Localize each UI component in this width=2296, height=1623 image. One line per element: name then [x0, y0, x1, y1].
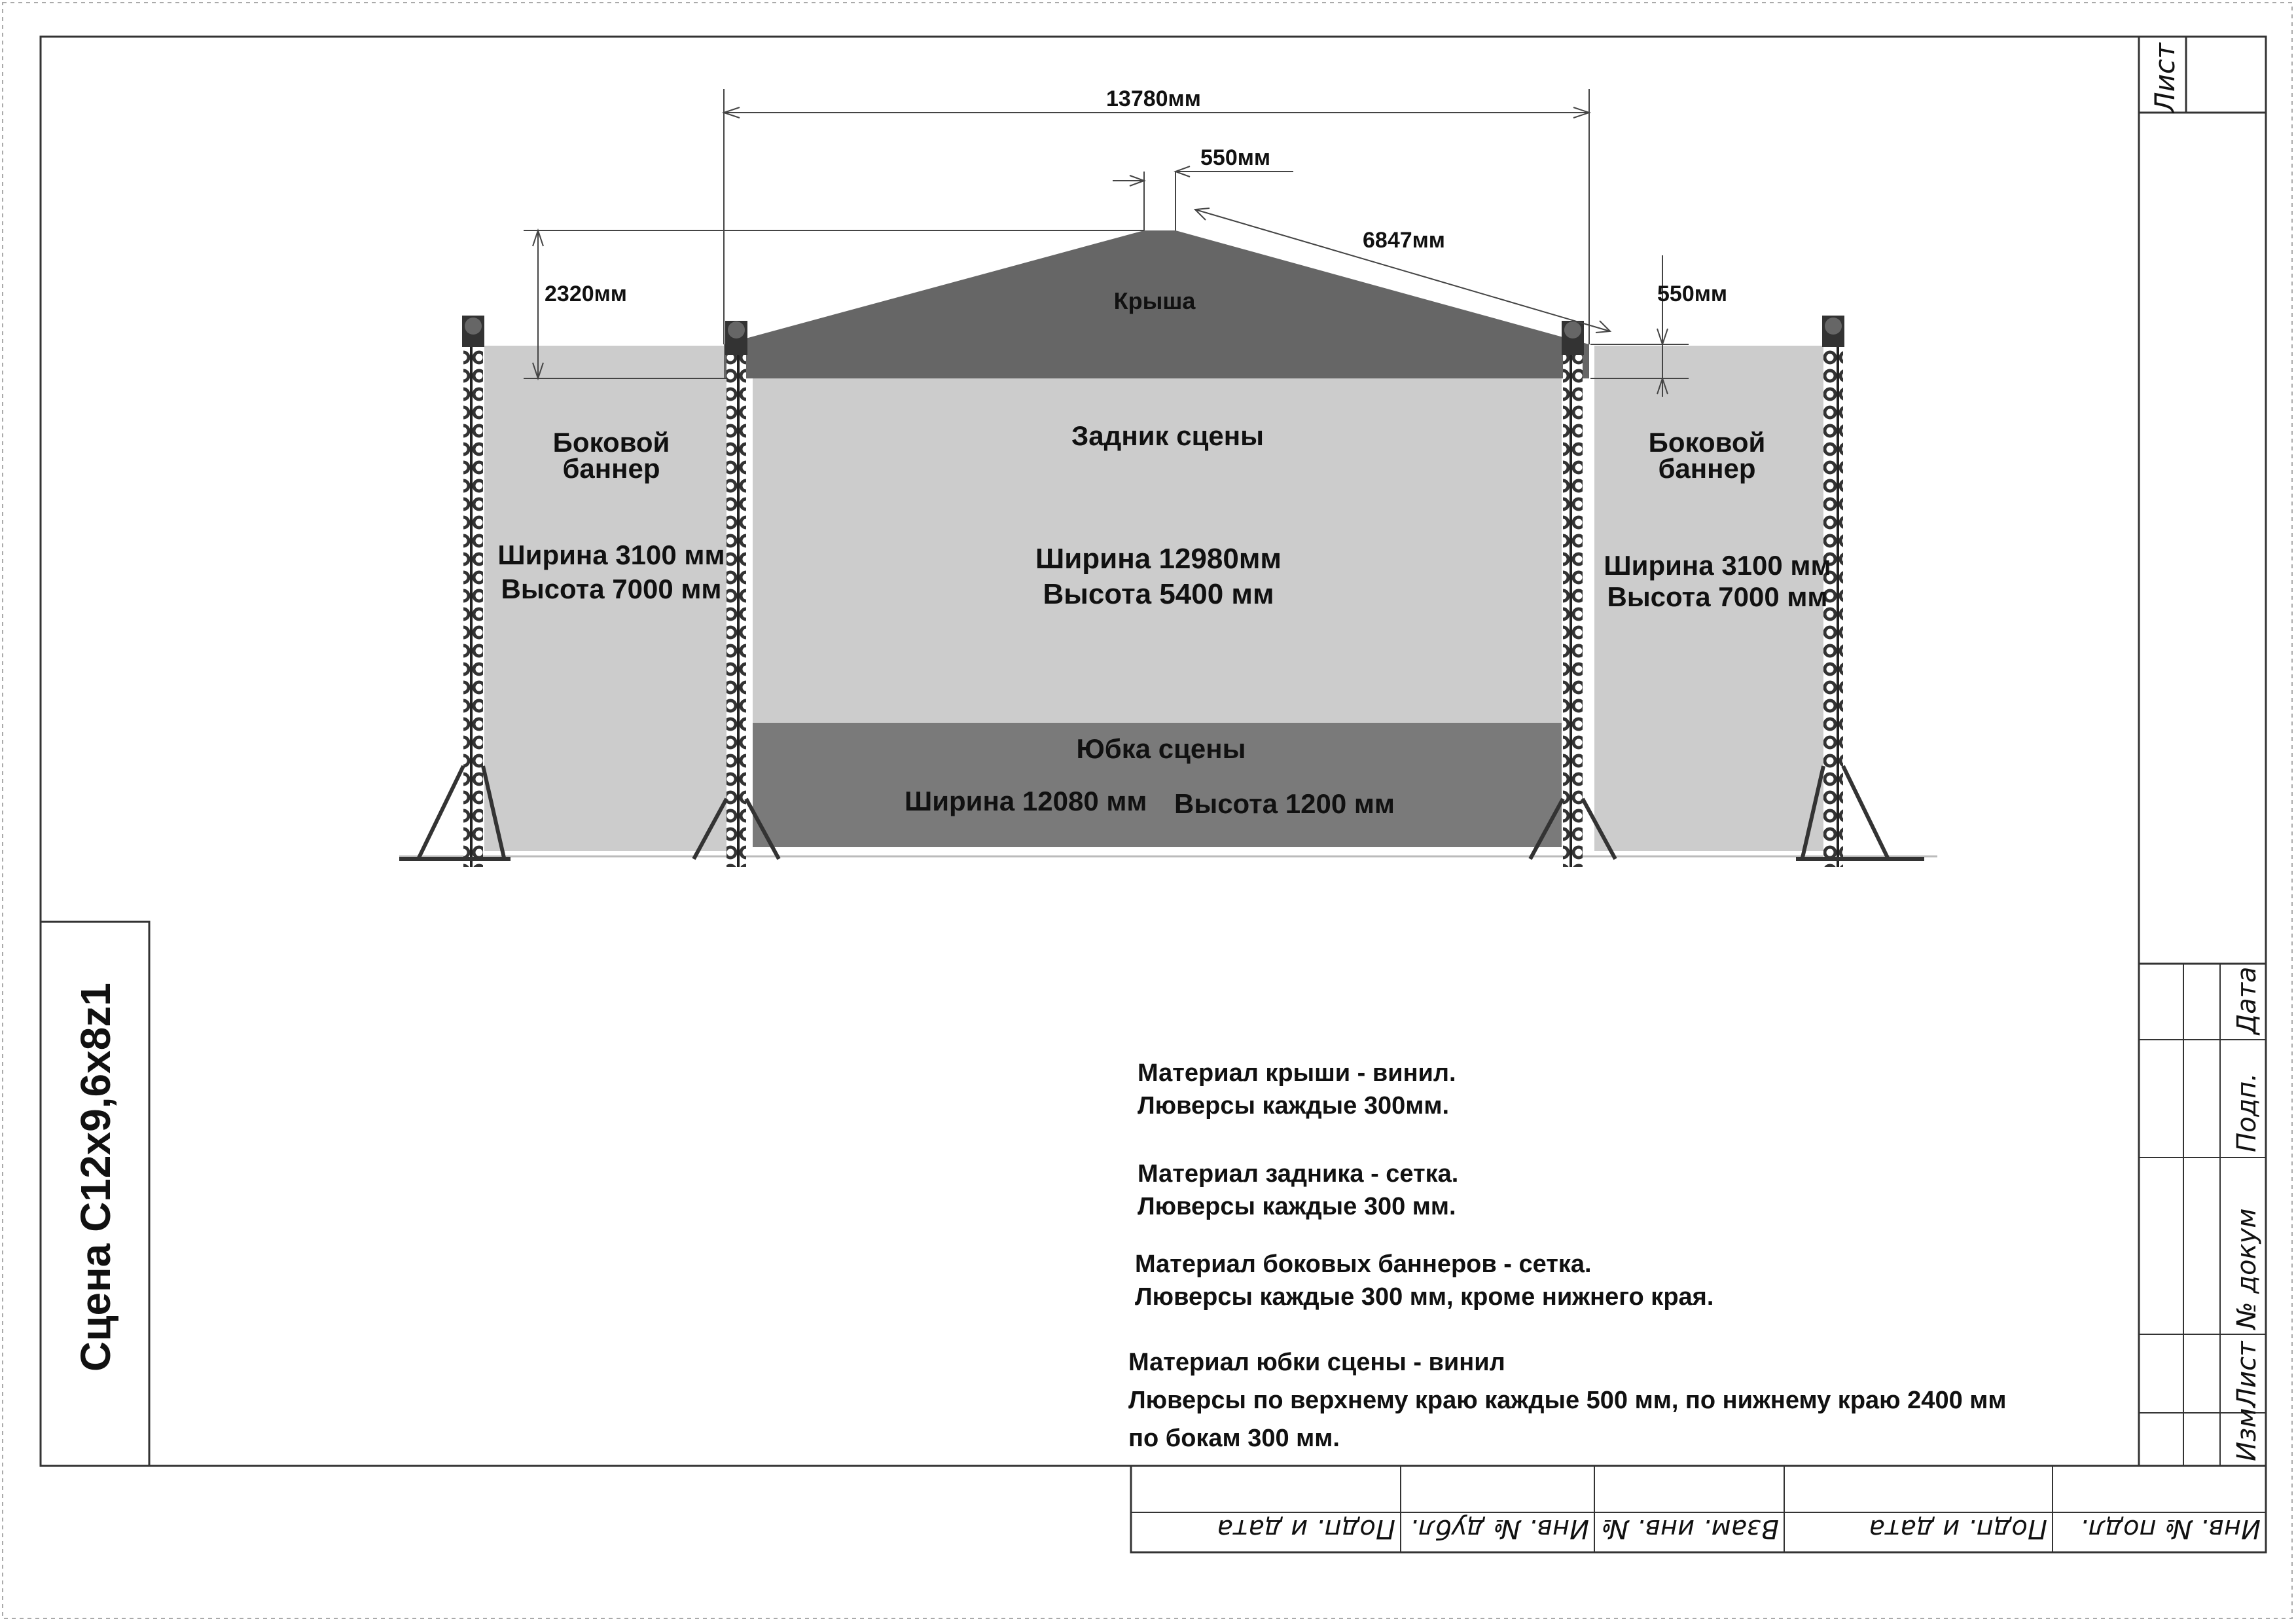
sheet-number-box — [2139, 37, 2266, 114]
stamp-izm: Изм. — [2232, 1399, 2262, 1461]
stamp-list: Лист — [2232, 1341, 2262, 1408]
stamp-signature: Подп. — [2232, 1072, 2262, 1152]
truss-tower-inner-left — [726, 354, 746, 867]
side-banner-left-height: Высота 7000 мм — [501, 574, 722, 604]
skirt-height: Высота 1200 мм — [1174, 788, 1395, 819]
stamp-bottom-4: Подп. и дата — [1869, 1514, 2047, 1544]
side-banner-left-title-2: баннер — [562, 453, 660, 484]
roof-label: Крыша — [1113, 287, 1196, 314]
stamp-date: Дата — [2232, 966, 2262, 1034]
side-title-block — [41, 922, 149, 1466]
note-backdrop-line-2: Люверсы каждые 300 мм. — [1138, 1193, 1456, 1220]
side-banner-left-title-1: Боковой — [552, 427, 670, 458]
note-roof-line-1: Материал крыши - винил. — [1138, 1059, 1456, 1087]
dim-slope-length: 6847мм — [1363, 228, 1445, 253]
note-skirt-line-1: Материал юбки сцены - винил — [1128, 1349, 1505, 1376]
truss-tower-far-left — [463, 346, 483, 867]
right-stamp — [2139, 113, 2266, 1466]
sheet-label: Лист — [2149, 43, 2181, 113]
backdrop-width: Ширина 12980мм — [1035, 543, 1282, 575]
dim-roof-height: 2320мм — [545, 282, 627, 306]
note-side-banners-line-1: Материал боковых баннеров - сетка. — [1135, 1250, 1592, 1278]
stamp-doc-number: № докум — [2232, 1208, 2262, 1329]
backdrop-height: Высота 5400 мм — [1043, 578, 1274, 610]
skirt-title: Юбка сцены — [1076, 733, 1246, 764]
skirt-width: Ширина 12080 мм — [905, 786, 1147, 816]
dim-ridge-width: 550мм — [1200, 145, 1271, 170]
side-banner-right-height: Высота 7000 мм — [1607, 581, 1828, 612]
stamp-bottom-2: Инв. № дубл. — [1410, 1514, 1589, 1544]
side-banner-right-title-1: Боковой — [1648, 427, 1766, 458]
note-skirt-line-2: Люверсы по верхнему краю каждые 500 мм, по нижнему краю 2400 мм — [1128, 1387, 2007, 1414]
note-backdrop — [1138, 1158, 1458, 1223]
note-side-banners-line-2: Люверсы каждые 300 мм, кроме нижнего края. — [1135, 1283, 1714, 1311]
note-roof-line-2: Люверсы каждые 300мм. — [1138, 1092, 1450, 1120]
note-backdrop-line-1: Материал задника - сетка. — [1138, 1160, 1459, 1188]
stamp-bottom-5: Инв. № подл. — [2080, 1514, 2261, 1544]
side-banner-right-title-2: баннер — [1658, 453, 1756, 484]
side-banner-right-width: Ширина 3100 мм — [1604, 550, 1831, 581]
side-title: Сцена С12х9,6х8z1 — [72, 983, 119, 1372]
backdrop-title: Задник сцены — [1071, 420, 1264, 451]
note-skirt — [1128, 1343, 2007, 1457]
stage-drawing — [399, 86, 1937, 867]
truss-tower-inner-right — [1563, 354, 1583, 867]
dim-edge-height: 550мм — [1657, 282, 1728, 306]
stamp-bottom-1: Подп. и дата — [1217, 1514, 1395, 1544]
side-banner-left-width: Ширина 3100 мм — [497, 539, 725, 570]
dim-total-width: 13780мм — [1106, 86, 1201, 111]
note-skirt-line-3: по бокам 300 мм. — [1128, 1425, 1340, 1452]
note-side-banners — [1135, 1248, 1713, 1313]
note-roof — [1138, 1057, 1456, 1122]
stamp-bottom-3: Взам. инв. № — [1601, 1514, 1779, 1544]
bottom-stamp — [1131, 1466, 2266, 1552]
